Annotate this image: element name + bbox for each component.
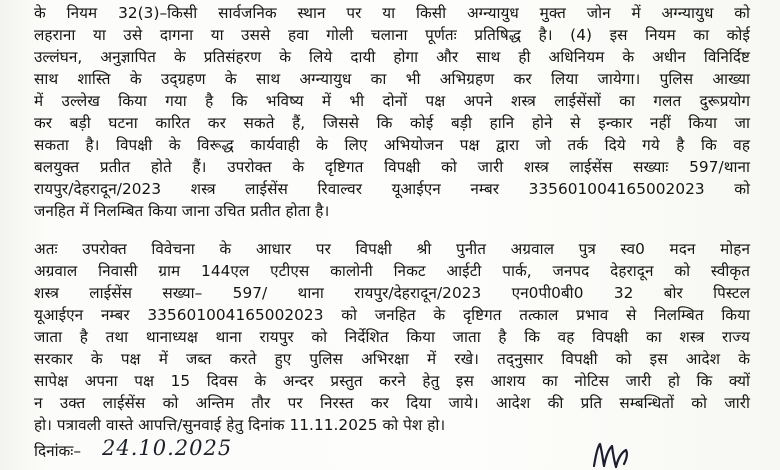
para2-line-5: जाता है तथा थानाध्यक्ष थाना रायपुर को निर्देशित किया जाता है कि वह विपक्षी का शस्त्र राज्य — [34, 328, 750, 346]
para1-line-10: जनहित में निलम्बित किया जाना उचित प्रतीत होता है। — [34, 202, 330, 220]
para2-line-6: सरकार के पक्ष में जब्त करते हुए पुलिस अभिरक्षा में रखे। तद्नुसार विपक्षी को इस आदेश के — [34, 350, 750, 368]
para2-line-7: सापेक्ष अपना पक्ष 15 दिवस के अन्दर प्रस्तुत करने हेतु इस आशय का नोटिस जारी हो कि क्यों — [34, 372, 750, 390]
para2-line-2: अग्रवाल निवासी ग्राम 144एल एटीएस कालोनी निकट आईटी पार्क, जनपद देहरादून को स्वीकृत — [34, 262, 750, 280]
para2-line-3: शस्त्र लाईसेंस सख्या– 597/ थाना रायपुर/देहरादून/2023 एन0पी0बी0 32 बोर पिस्टल — [34, 284, 750, 302]
para1-line-3: उल्लंघन, अनुज्ञापित के प्रतिसंहरण के लिये दायी होगा और साथ ही अधिनियम के अधीन विनिर्दिष्ट — [34, 48, 750, 66]
para1-line-7: सकता है। विपक्षी के विरूद्ध कार्यवाही के लिए अभियोजन पक्ष द्वारा जो तर्क दिये गये है कि वह — [34, 136, 750, 154]
date-label: दिनांकः– — [34, 442, 82, 460]
signature-mark — [590, 440, 638, 470]
para2-line-9: हो। पत्रावली वास्ते आपत्ति/सुनवाई हेतु दिनांक 11.11.2025 को पेश हो। — [34, 416, 446, 434]
para1-line-8: बलयुक्त प्रतीत होते हैं। उपरोक्त के दृष्टिगत विपक्षी को जारी शस्त्र लाईसेंस सख्याः 597/थाना — [34, 158, 750, 176]
para1-line-9: रायपुर/देहरादून/2023 शस्त्र लाईसेंस रिवाल्वर यूआईएन नम्बर 33560100416500​2023 को — [34, 180, 750, 198]
para1-line-6: कर बड़ी घटना कारित कर सकते हैं, जिससे कि कोई बड़ी हानि होने से इन्कार नहीं किया जा — [34, 114, 750, 132]
para1-line-5: में उल्लेख किया गया है कि भविष्य में भी दोनों पक्ष अपने शस्त्र लाईसेंसों का गलत दुरूप्रयोग — [34, 92, 750, 110]
para1-line-1: के नियम 32(3)–किसी सार्वजनिक स्थान पर या किसी अग्न्यायुध मुक्त जोन में अग्न्यायुध को — [34, 4, 750, 22]
para2-line-4: यूआईएन नम्बर 335601004165002023 को जनहित के दृष्टिगत तत्काल प्रभाव से निलम्बित किया — [34, 306, 750, 324]
para2-line-8: न उक्त लाईसेंस को अन्तिम तौर पर निरस्त कर दिया जाये। आदेश की प्रति सम्बन्धितों को जारी — [34, 394, 750, 412]
handwritten-date: 24.10.2025 — [102, 436, 233, 460]
para1-line-2: लहराना या उसे दागना या उससे हवा गोली चलाना पूर्णतः प्रतिषिद्ध है। (4) इस नियम का कोई — [34, 26, 750, 44]
para2-line-1: अतः उपरोक्त विवेचना के आधार पर विपक्षी श्री पुनीत अग्रवाल पुत्र स्व0 मदन मोहन — [34, 240, 750, 258]
para1-line-4: साथ शास्ति के उद्ग्रहण के साथ अग्न्यायुध का भी अभिग्रहण कर लिया जायेगा। पुलिस आख्या — [34, 70, 750, 88]
